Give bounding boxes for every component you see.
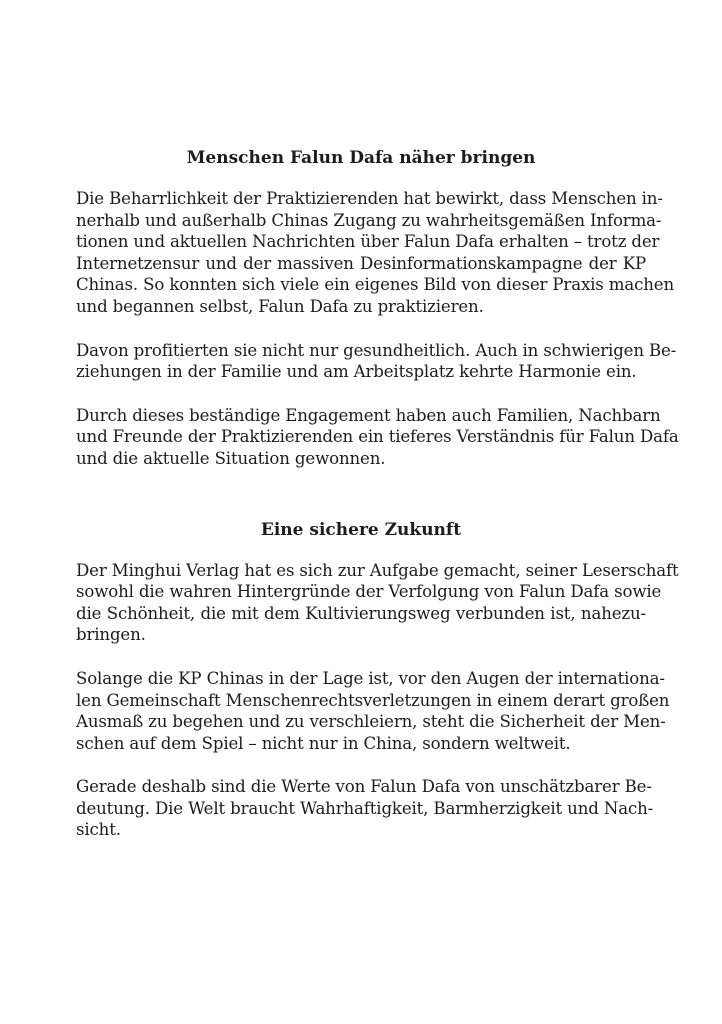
- text-line: Davon profitierten sie nicht nur gesundheitlich. Auch in schwierigen Be-: [76, 340, 677, 360]
- text-line: die Schönheit, die mit dem Kultivierungsweg verbunden ist, nahezu-: [76, 603, 646, 623]
- text-line: Die Beharrlichkeit der Praktizierenden hat bewirkt, dass Menschen in-: [76, 189, 663, 208]
- text-line: len Gemeinschaft Menschenrechtsverletzungen in einem derart großen: [76, 690, 670, 710]
- section-heading-sichere-zukunft: Eine sichere Zukunft: [260, 519, 462, 540]
- text-line: ziehungen in der Familie und am Arbeitsplatz kehrte Harmonie ein.: [76, 362, 637, 382]
- text-line: Gerade deshalb sind die Werte von Falun Dafa von unschätzbarer Be-: [76, 777, 652, 797]
- text-line: Chinas. So konnten sich viele ein eigenes Bild von dieser Praxis machen: [76, 275, 675, 295]
- text-line: und die aktuelle Situation gewonnen.: [76, 448, 386, 468]
- text-line: und begannen selbst, Falun Dafa zu praktizieren.: [76, 296, 484, 316]
- paragraph-beharrlichkeit: [76, 188, 675, 318]
- text-line: schen auf dem Spiel – nicht nur in China, sondern weltweit.: [76, 733, 571, 753]
- paragraph-gesundheitlich: [76, 340, 677, 383]
- text-line: bringen.: [76, 625, 146, 645]
- paragraph-engagement: [76, 405, 679, 470]
- text-line: tionen und aktuellen Nachrichten über Falun Dafa erhalten – trotz der: [76, 232, 660, 252]
- paragraph-werte: [76, 776, 654, 841]
- text-line: deutung. Die Welt braucht Wahrhaftigkeit, Barmherzigkeit und Nach-: [76, 798, 654, 818]
- paragraph-minghui-verlag: [76, 560, 679, 646]
- text-line: Durch dieses beständige Engagement haben auch Familien, Nachbarn: [76, 405, 661, 425]
- text-line: sowohl die wahren Hintergründe der Verfolgung von Falun Dafa sowie: [76, 582, 662, 602]
- text-line: Der Minghui Verlag hat es sich zur Aufgabe gemacht, seiner Leserschaft: [76, 560, 679, 580]
- text-line: Internetzensur und der massiven Desinformationskampagne der KP: [76, 253, 646, 273]
- section-heading-menschen-falun-dafa: Menschen Falun Dafa näher bringen: [186, 148, 536, 168]
- text-line: Ausmaß zu begehen und zu verschleiern, steht die Sicherheit der Men-: [76, 712, 666, 732]
- text-line: und Freunde der Praktizierenden ein tieferes Verständnis für Falun Dafa: [76, 427, 679, 447]
- paragraph-kp-chinas: [76, 668, 670, 754]
- text-line: nerhalb und außerhalb Chinas Zugang zu wahrheitsgemäßen Informa-: [76, 210, 662, 230]
- text-line: sicht.: [76, 820, 121, 840]
- text-line: Solange die KP Chinas in der Lage ist, vor den Augen der internationa-: [76, 668, 665, 688]
